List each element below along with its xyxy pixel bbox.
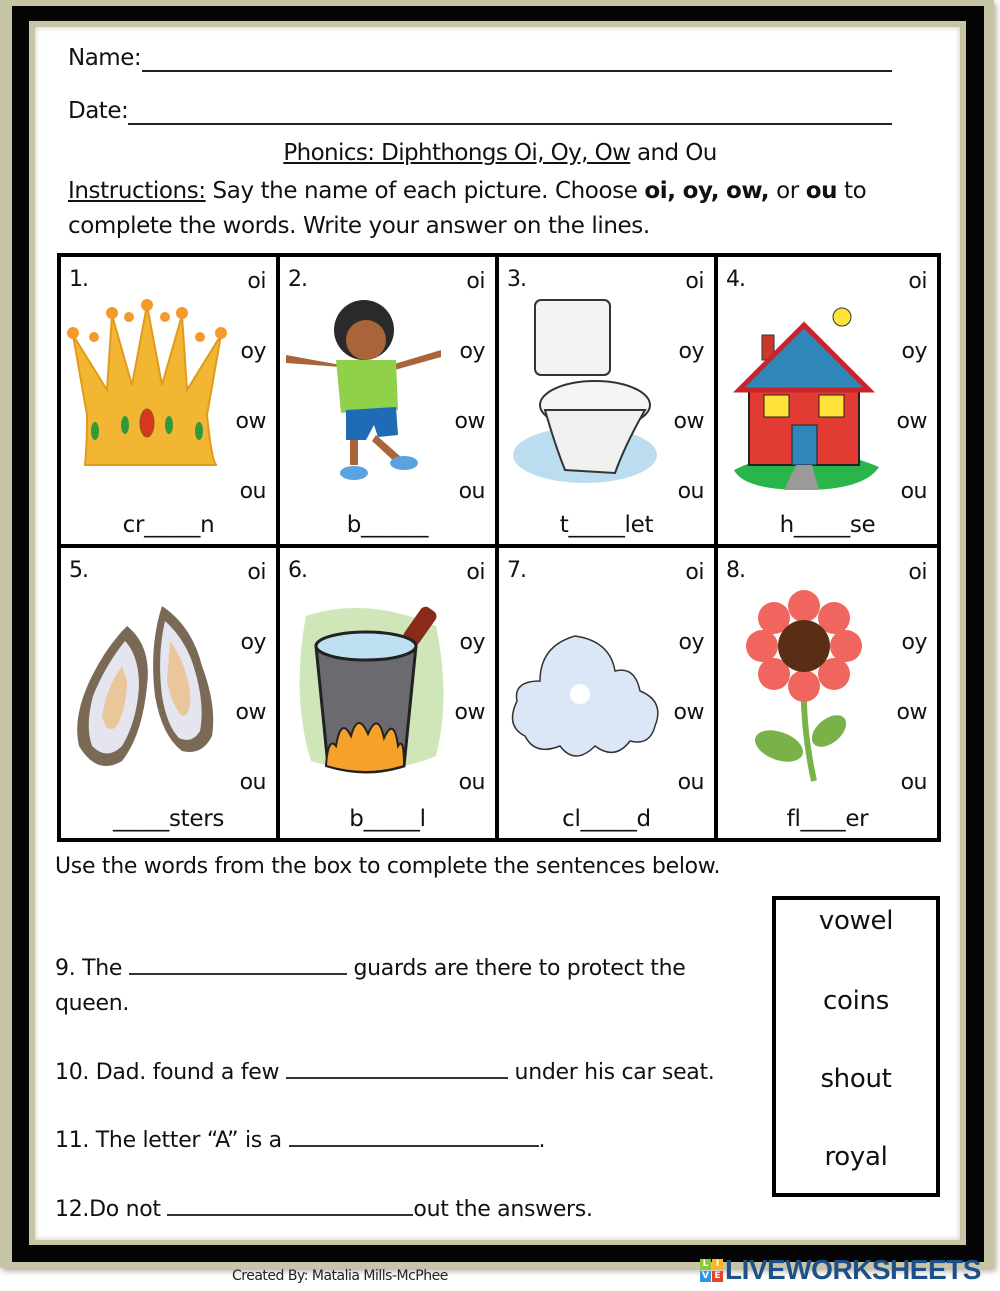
option-ou: ou [805,178,838,204]
sentence-text: guards are there to protect the [346,956,686,981]
date-label: Date: [68,98,129,124]
worksheet-title [0,140,1000,166]
name-label: Name: [68,45,142,71]
instructions-label: Instructions: [68,178,206,204]
option-ou[interactable]: ou [900,769,927,795]
option-ow[interactable]: ow [235,699,266,725]
word-blank[interactable]: cl_____d [562,806,651,832]
card-number: 7. [507,557,526,583]
word-blank[interactable]: t_____let [559,511,654,538]
word-box-item: vowel [818,906,894,936]
boy-icon [286,295,446,495]
answer-blank-10[interactable] [286,1059,508,1079]
house-icon [724,295,884,495]
instructions-text: Say the name of each picture. Choose [205,178,645,204]
card-number: 2. [288,267,307,292]
option-oy[interactable]: oy [678,629,704,655]
sep [719,178,726,204]
option-ou[interactable]: ou [458,479,485,504]
sep [676,178,683,204]
option-oi[interactable]: oi [685,559,704,585]
option-oi[interactable]: oi [908,559,927,585]
word-blank[interactable]: _____sters [112,806,225,832]
name-field[interactable] [142,70,892,72]
instructions-text: or [769,178,806,204]
option-ow: ow, [726,178,770,204]
instructions-text: to complete the words. Write your answer on the lines. [68,178,867,239]
picture-grid [57,253,941,842]
answer-blank-12[interactable] [167,1196,413,1216]
option-ow[interactable]: ow [896,699,927,725]
option-ow[interactable]: ow [896,409,927,434]
card-8 [718,548,937,839]
option-oy[interactable]: oy [901,339,927,364]
oysters-icon [67,586,227,786]
crown-icon [67,295,227,495]
instructions [68,174,928,244]
sentence-11 [55,1124,545,1158]
sentence-text: . [538,1128,546,1153]
logo-letter: L [700,1259,711,1270]
answer-blank-11[interactable] [289,1127,539,1147]
option-oi[interactable]: oi [685,269,704,294]
sentence-number: 10. [55,1060,90,1085]
sentence-text: The [75,956,129,981]
option-oy[interactable]: oy [459,339,485,364]
word-blank[interactable]: fl____er [786,806,869,832]
toilet-icon [505,295,665,495]
cloud-icon [505,586,665,786]
card-number: 5. [69,557,88,583]
option-ou[interactable]: ou [900,479,927,504]
option-ou[interactable]: ou [458,769,485,795]
sentence-number: 12. [55,1197,90,1222]
liveworksheets-logo-icon [700,1259,723,1282]
option-oy: oy, [682,178,720,204]
card-5 [61,548,280,839]
card-number: 6. [288,557,307,583]
title-rest: and Ou [630,140,717,166]
option-ow[interactable]: ow [454,699,485,725]
word-blank[interactable]: b______ [346,511,429,538]
title-underlined: Phonics: Diphthongs Oi, Oy, Ow [283,140,631,166]
sentence-text: under his car seat. [507,1060,715,1085]
card-3 [499,257,718,548]
option-oi: oi, [644,178,676,204]
option-oi[interactable]: oi [908,269,927,294]
word-box-item: royal [824,1142,888,1172]
sentence-number: 9. [55,956,76,981]
word-box-item: coins [823,986,889,1016]
sentence-text: Dad. found a few [89,1060,286,1085]
option-oi[interactable]: oi [466,269,485,294]
boiling-pot-icon [286,586,446,786]
sentence-9 [55,952,685,986]
word-box [772,896,940,1197]
option-ow[interactable]: ow [235,409,266,434]
option-oy[interactable]: oy [901,629,927,655]
option-oy[interactable]: oy [678,339,704,364]
date-field[interactable] [128,123,892,125]
brand-name: LIVEWORKSHEETS [725,1254,981,1285]
option-oi[interactable]: oi [247,559,266,585]
liveworksheets-brand[interactable] [700,1255,981,1285]
sentence-number: 11. [55,1128,90,1153]
section2-instructions: Use the words from the box to complete the sentences below. [55,854,721,879]
option-oi[interactable]: oi [247,269,266,294]
option-ou[interactable]: ou [677,769,704,795]
card-number: 1. [69,267,88,292]
flower-icon [724,586,884,786]
option-ou[interactable]: ou [239,769,266,795]
card-6 [280,548,499,839]
option-ow[interactable]: ow [673,409,704,434]
sentence-text: out the answers. [413,1197,593,1222]
option-ou[interactable]: ou [677,479,704,504]
option-ou[interactable]: ou [239,479,266,504]
option-oy[interactable]: oy [240,339,266,364]
card-7 [499,548,718,839]
logo-letter: I [712,1259,723,1270]
word-box-item: shout [820,1064,892,1094]
author-credit: Created By: Matalia Mills-McPhee [232,1268,448,1284]
card-number: 4. [726,267,745,292]
logo-letter: V [700,1271,711,1282]
option-oy[interactable]: oy [240,629,266,655]
word-blank[interactable]: cr_____n [122,511,215,538]
sentence-text: Do not [89,1197,168,1222]
sentence-9-line2: queen. [55,991,130,1016]
card-number: 3. [507,267,526,292]
sentence-12 [55,1193,593,1227]
word-blank[interactable]: h_____se [779,511,876,538]
logo-letter: E [712,1271,723,1282]
card-2 [280,257,499,548]
option-ow[interactable]: ow [454,409,485,434]
card-number: 8. [726,557,745,583]
option-oi[interactable]: oi [466,559,485,585]
answer-blank-9[interactable] [129,955,347,975]
word-blank[interactable]: b_____l [349,806,426,832]
sentence-10 [55,1056,715,1090]
sentence-text: The letter “A” is a [89,1128,289,1153]
card-1 [61,257,280,548]
option-ow[interactable]: ow [673,699,704,725]
card-4 [718,257,937,548]
option-oy[interactable]: oy [459,629,485,655]
